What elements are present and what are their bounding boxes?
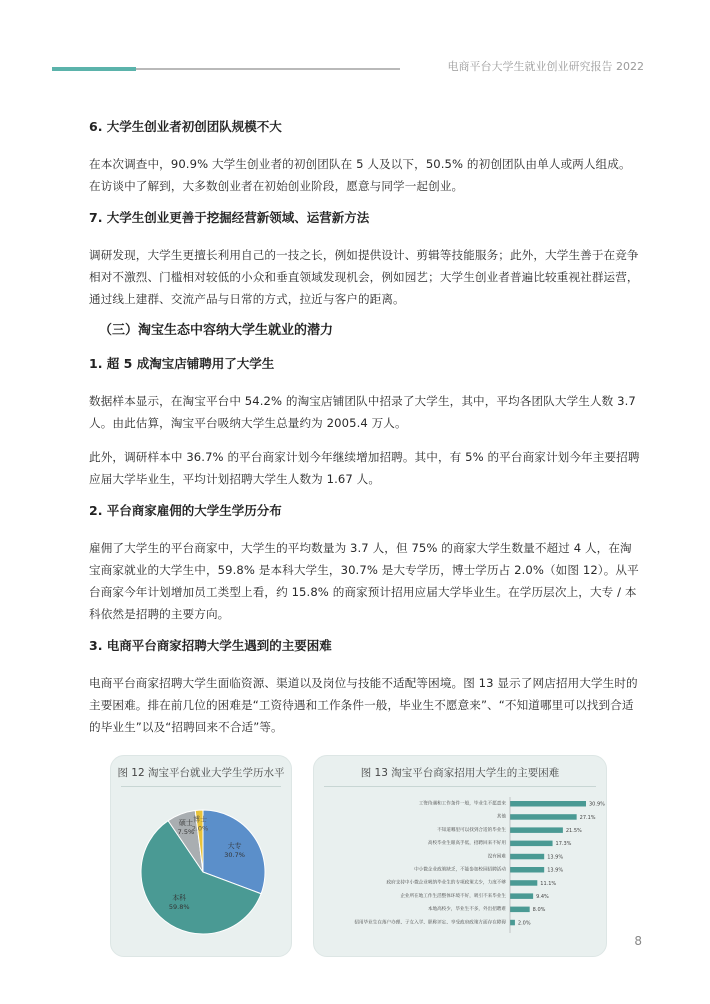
bar-category-4: 没有困难 xyxy=(487,854,506,860)
paragraph-2: 雇佣了大学生的平台商家中，大学生的平均数量为 3.7 人，但 75% 的商家大学生数量不超过 4 人，在淘宝商家就业的大学生中，59.8% 是本科大学生，30.7% 是大专学历，博士学历占 2.0%（如图 12）。从平台商家今年计划增加员工类型上看，约 15.8% 的商家预计招用应届大学毕业生。在学历层次上，大专 / 本科依然是招聘的主要方向。 xyxy=(89,541,639,621)
pie-label-1: 本科 xyxy=(172,894,187,903)
body-content xyxy=(89,118,642,750)
bar-value-0: 30.9% xyxy=(589,801,605,808)
bar-category-0: 工资待遇和工作条件一般，毕业生不愿意来 xyxy=(418,801,506,807)
heading-6: 6. 大学生创业者初创团队规模不大 xyxy=(89,119,282,134)
bar-category-9: 招用毕业生在落户办理、子女入学、职称评定、享受政府政策方面存在障碍 xyxy=(354,920,506,926)
bar-value-4: 13.9% xyxy=(547,854,564,861)
bar-value-6: 11.1% xyxy=(540,880,557,887)
bar-value-8: 8.0% xyxy=(532,907,546,914)
bar-value-9: 2.0% xyxy=(517,920,531,927)
figure-13-bar-chart xyxy=(314,787,606,952)
bar-value-7: 9.4% xyxy=(536,894,549,900)
header-title: 电商平台大学生就业创业研究报告 2022 xyxy=(447,60,644,73)
bar-category-8: 本地高校少，毕业生不多，外出招聘难 xyxy=(427,907,506,913)
figure-12-card xyxy=(110,755,292,957)
paragraph-1b: 此外，调研样本中 36.7% 的平台商家计划今年继续增加招聘。其中，有 5% 的平台商家计划今年主要招聘应届大学毕业生，平均计划招聘大学生人数为 1.67 人。 xyxy=(89,450,640,486)
figure-12-title: 图 12 淘宝平台就业大学生学历水平 xyxy=(117,767,285,779)
bar-8 xyxy=(510,907,530,913)
pie-value-3: 2.0% xyxy=(191,824,209,833)
bar-value-1: 27.1% xyxy=(579,814,596,821)
pie-value-0: 30.7% xyxy=(224,851,245,860)
section-heading: （三）淘宝生态中容纳大学生就业的潜力 xyxy=(99,323,334,338)
figure-12-pie-chart xyxy=(111,787,291,952)
paragraph-1a: 数据样本显示，在淘宝平台中 54.2% 的淘宝店铺团队中招录了大学生，其中，平均各团队大学生人数 3.7 人。由此估算，淘宝平台吸纳大学生总量约为 2005.4 万人。 xyxy=(89,394,636,430)
bar-7 xyxy=(510,893,533,899)
header-rule xyxy=(136,68,400,70)
bar-value-5: 13.9% xyxy=(547,867,564,874)
bar-2 xyxy=(510,827,563,833)
bar-5 xyxy=(510,867,544,873)
heading-2: 2. 平台商家雇佣的大学生学历分布 xyxy=(89,503,282,518)
paragraph-6: 在本次调查中，90.9% 大学生创业者的初创团队在 5 人及以下，50.5% 的初创团队由单人或两人组成。在访谈中了解到，大多数创业者在初始创业阶段，愿意与同学一起创业。 xyxy=(89,157,631,193)
pie-label-3: 博士 xyxy=(193,815,207,824)
pie-label-2: 硕士 xyxy=(178,818,193,827)
bar-category-3: 高校毕业生眼高手低，招聘回来不好用 xyxy=(427,841,506,847)
pie-label-0: 大专 xyxy=(227,842,242,851)
pie-value-2: 7.5% xyxy=(177,827,195,836)
paragraph-7: 调研发现，大学生更擅长利用自己的一技之长，例如提供设计、剪辑等技能服务；此外，大学生善于在竞争相对不激烈、门槛相对较低的小众和垂直领域发现机会，例如园艺；大学生创业者普遍比较重视社群运营，通过线上建群、交流产品与日常的方式，拉近与客户的距离。 xyxy=(89,248,639,306)
heading-7: 7. 大学生创业更善于挖掘经营新领域、运营新方法 xyxy=(89,210,370,225)
bar-4 xyxy=(510,854,544,860)
bar-category-1: 其他 xyxy=(496,814,506,820)
paragraph-3: 电商平台商家招聘大学生面临资源、渠道以及岗位与技能不适配等困境。图 13 显示了网店招用大学生时的主要困难。排在前几位的困难是“工资待遇和工作条件一般，毕业生不愿意来”、“不知道哪里可以找到合适的毕业生”以及“招聘回来不合适”等。 xyxy=(89,676,638,734)
bar-category-2: 不知道哪里可以找到合适的毕业生 xyxy=(437,827,506,833)
bar-value-3: 17.3% xyxy=(555,841,572,848)
bar-category-5: 中小微企业政策缺乏，不能参加校园招聘活动 xyxy=(414,867,506,873)
bar-category-7: 企业所在地工作生活整体环境不好，吸引不来毕业生 xyxy=(400,893,506,899)
bar-3 xyxy=(510,841,553,847)
bar-category-6: 政府支持中小微企业吸纳毕业生的专项政策太少，力度不够 xyxy=(386,880,506,886)
figure-13-title: 图 13 淘宝平台商家招用大学生的主要困难 xyxy=(360,767,560,779)
bar-6 xyxy=(510,880,537,886)
bar-value-2: 21.5% xyxy=(565,828,582,834)
figure-13-card xyxy=(313,755,607,957)
heading-1: 1. 超 5 成淘宝店铺聘用了大学生 xyxy=(89,356,275,371)
bar-1 xyxy=(510,814,577,820)
bar-9 xyxy=(510,920,515,926)
heading-3: 3. 电商平台商家招聘大学生遇到的主要困难 xyxy=(89,638,332,653)
bar-0 xyxy=(510,801,586,807)
header-accent-bar xyxy=(52,67,136,71)
page-number: 8 xyxy=(634,934,642,948)
pie-value-1: 59.8% xyxy=(168,903,190,912)
